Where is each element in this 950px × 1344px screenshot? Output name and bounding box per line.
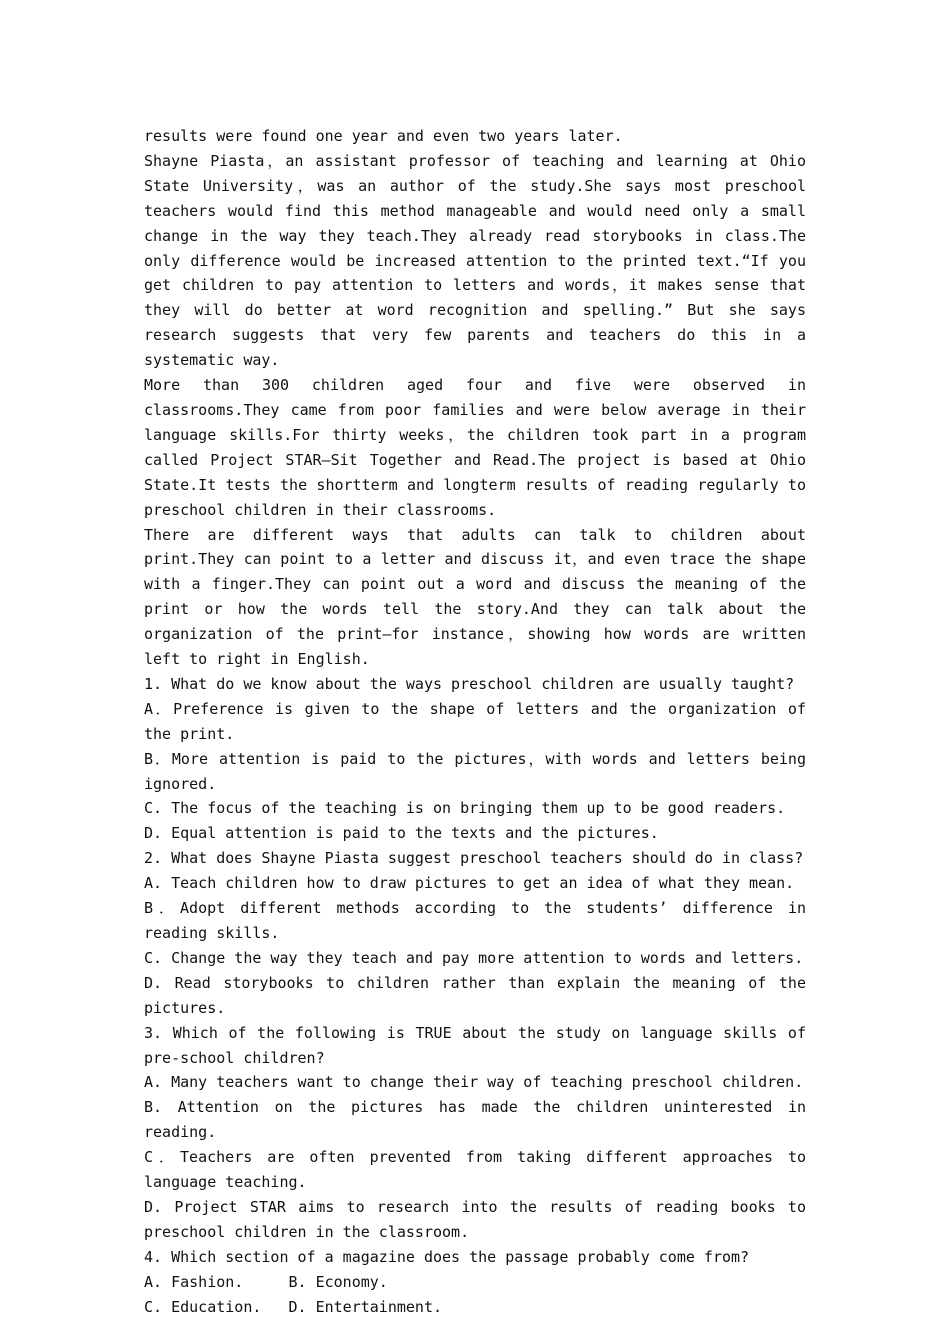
question-2-option-a: A. Teach children how to draw pictures to get an idea of what they mean.	[144, 874, 795, 893]
question-2-option-b: B．Adopt different methods according to the students’ difference in reading skills.	[144, 899, 806, 942]
passage-paragraph-3: There are different ways that adults can talk to children about print.They can point to a letter and discuss it，and even trace the shape with a finger.They can point out a word and discuss the meaning of the print or how the words tell the story.And they can talk about the organization of the print—for instance，showing how words are written left to right in English.	[144, 525, 806, 669]
question-4-options-row-1: A. Fashion. B. Economy.	[144, 1272, 388, 1291]
question-2-option-c: C. Change the way they teach and pay more attention to words and letters.	[144, 948, 804, 967]
question-1-option-a: A．Preference is given to the shape of letters and the organization of the print.	[144, 699, 806, 743]
question-3-option-a: A. Many teachers want to change their way of teaching preschool children.	[144, 1073, 804, 1092]
question-4-options-row-2: C. Education. D. Entertainment.	[144, 1297, 443, 1316]
question-3-option-c: C．Teachers are often prevented from taking different approaches to language teaching.	[144, 1148, 806, 1192]
passage-paragraph-0: results were found one year and even two years later.	[144, 127, 623, 145]
question-1-stem: 1. What do we know about the ways preschool children are usually taught?	[144, 674, 795, 693]
question-1-option-d: D. Equal attention is paid to the texts and the pictures.	[144, 824, 659, 843]
question-4-stem: 4. Which section of a magazine does the passage probably come from?	[144, 1247, 750, 1266]
document-body	[144, 124, 806, 1320]
question-3-option-d: D. Project STAR aims to research into the results of reading books to preschool children in the classroom.	[144, 1197, 806, 1241]
passage-paragraph-1: Shayne Piasta，an assistant professor of teaching and learning at Ohio State University，was an author of the study.She says most preschool teachers would find this method manageable and would need only a small change in the way they teach.They already read storybooks in class.The only difference would be increased attention to the printed text.“If you get children to pay attention to letters and words，it makes sense that they will do better at word recognition and spelling.” But she says research suggests that very few parents and teachers do this in a systematic way.	[144, 151, 806, 370]
question-1-option-b: B．More attention is paid to the pictures，with words and letters being ignored.	[144, 749, 806, 793]
question-3-option-b: B. Attention on the pictures has made the children uninterested in reading.	[144, 1098, 806, 1142]
passage-paragraph-2: More than 300 children aged four and five were observed in classrooms.They came from poor families and were below average in their language skills.For thirty weeks，the children took part in a program called Project STAR—Sit Together and Read.The project is based at Ohio State.It tests the shortterm and longterm results of reading regularly to preschool children in their classrooms.	[144, 376, 806, 519]
question-3-stem: 3. Which of the following is TRUE about the study on language skills of pre-school children?	[144, 1023, 806, 1067]
question-2-option-d: D. Read storybooks to children rather than explain the meaning of the pictures.	[144, 973, 806, 1017]
question-2-stem: 2. What does Shayne Piasta suggest preschool teachers should do in class?	[144, 849, 804, 868]
question-1-option-c: C. The focus of the teaching is on bringing them up to be good readers.	[144, 799, 786, 818]
